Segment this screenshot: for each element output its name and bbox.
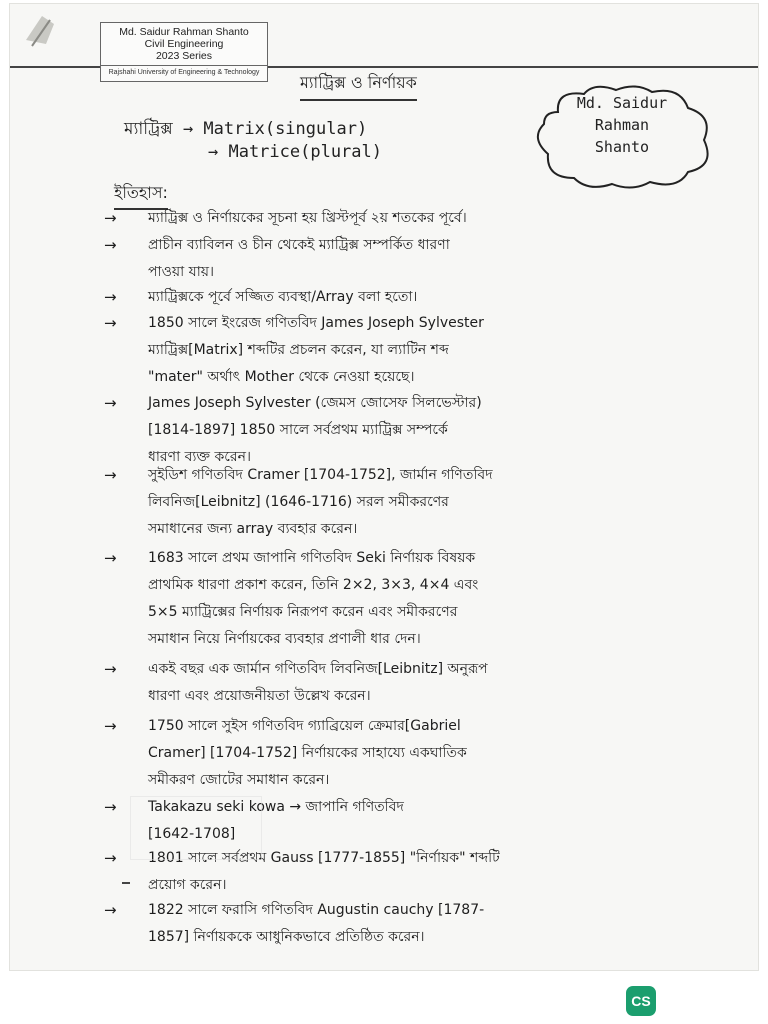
stamp-university: Rajshahi University of Engineering & Technology bbox=[101, 65, 267, 79]
stamp-series: 2023 Series bbox=[155, 50, 213, 62]
arrow-icon: → bbox=[104, 314, 117, 332]
history-item-line: ম্যাট্রিক্স ও নির্ণায়কের সূচনা হয় খ্রিস্টপূর্ব ২য় শতকের পূর্বে। bbox=[148, 210, 467, 226]
signature-line-3: Shanto bbox=[594, 138, 650, 156]
arrow-icon: → bbox=[104, 717, 117, 735]
history-item-line: 1822 সালে ফরাসি গণিতবিদ Augustin cauchy [1787- bbox=[148, 902, 485, 918]
arrow-icon: → bbox=[104, 209, 117, 227]
signature-line-1: Md. Saidur bbox=[576, 94, 668, 112]
history-item bbox=[104, 656, 740, 710]
history-item-line: Cramer] [1704-1752] নির্ণায়কের সাহায্যে একঘাতিক bbox=[148, 745, 467, 761]
history-item-line: সমাধান নিয়ে নির্ণায়কের ব্যবহার প্রণালী ধার দেন। bbox=[148, 631, 421, 647]
history-heading: ইতিহাস: bbox=[114, 180, 168, 210]
history-item bbox=[104, 462, 740, 543]
history-item bbox=[104, 390, 740, 471]
arrow-icon: → bbox=[104, 798, 117, 816]
history-item-line: লিবনিজ[Leibnitz] (1646-1716) সরল সমীকরণের bbox=[148, 494, 449, 510]
arrow-icon: → bbox=[104, 549, 117, 567]
history-item-line: James Joseph Sylvester (জেমস জোসেফ সিলভেস্টার) bbox=[148, 395, 482, 411]
history-item bbox=[104, 545, 740, 653]
history-item-line: ধারণা ব্যক্ত করেন। bbox=[148, 449, 251, 465]
history-item bbox=[104, 897, 740, 951]
history-item-line: প্রয়োগ করেন। bbox=[148, 877, 227, 893]
history-item bbox=[104, 713, 740, 794]
history-item-line: প্রাথমিক ধারণা প্রকাশ করেন, তিনি 2×2, 3×3, 4×4 এবং bbox=[148, 577, 479, 593]
arrow-icon: → bbox=[104, 288, 117, 306]
history-item-line: ধারণা এবং প্রয়োজনীয়তা উল্লেখ করেন। bbox=[148, 688, 371, 704]
history-item-line: 1750 সালে সুইস গণিতবিদ গ্যাব্রিয়েল ক্রেমার[Gabriel bbox=[148, 718, 461, 734]
history-item-line: 1857] নির্ণায়ককে আধুনিকভাবে প্রতিষ্ঠিত করেন। bbox=[148, 929, 425, 945]
margin-dash bbox=[122, 882, 130, 884]
history-item-line: [1814-1897] 1850 সালে সর্বপ্রথম ম্যাট্রিক্স সম্পর্কে bbox=[148, 422, 448, 438]
history-item-line: প্রাচীন ব্যাবিলন ও চীন থেকেই ম্যাট্রিক্স সম্পর্কিত ধারণা bbox=[148, 237, 450, 253]
signature bbox=[528, 92, 716, 158]
history-item-line: "mater" অর্থাৎ Mother থেকে নেওয়া হয়েছে। bbox=[148, 369, 415, 385]
history-item bbox=[104, 205, 740, 232]
definition-plural: → Matrice(plural) bbox=[208, 142, 382, 162]
history-item-line: 5×5 ম্যাট্রিক্সের নির্ণায়ক নিরূপণ করেন এবং সমীকরণের bbox=[148, 604, 458, 620]
stamp-department: Civil Engineering bbox=[144, 38, 224, 50]
arrow-icon: → bbox=[104, 849, 117, 867]
arrow-icon: → bbox=[104, 236, 117, 254]
history-item-line: 1801 সালে সর্বপ্রথম Gauss [1777-1855] "নির্ণায়ক" শব্দটি bbox=[148, 850, 500, 866]
history-item bbox=[104, 232, 740, 286]
name-stamp bbox=[100, 22, 268, 82]
definition-singular: ম্যাট্রিক্স → Matrix(singular) bbox=[124, 119, 368, 139]
arrow-icon: → bbox=[104, 394, 117, 412]
history-item-line: ম্যাট্রিক্স[Matrix] শব্দটির প্রচলন করেন, যা ল্যাটিন শব্দ bbox=[148, 342, 449, 358]
history-item-line: Takakazu seki kowa → জাপানি গণিতবিদ bbox=[148, 799, 404, 815]
history-item-line: একই বছর এক জার্মান গণিতবিদ লিবনিজ[Leibnitz] অনুরূপ bbox=[148, 661, 488, 677]
arrow-icon: → bbox=[104, 901, 117, 919]
history-item-line: সুইডিশ গণিতবিদ Cramer [1704-1752], জার্মান গণিতবিদ bbox=[148, 467, 493, 483]
history-item-line: পাওয়া যায়। bbox=[148, 264, 215, 280]
arrow-icon: → bbox=[104, 466, 117, 484]
history-item-line: সমাধানের জন্য array ব্যবহার করেন। bbox=[148, 521, 358, 537]
camscanner-badge: CS bbox=[626, 986, 656, 1016]
history-item-line: [1642-1708] bbox=[148, 826, 236, 842]
arrow-icon: → bbox=[104, 660, 117, 678]
history-item-line: ম্যাট্রিক্সকে পূর্বে সজ্জিত ব্যবস্থা/Array বলা হতো। bbox=[148, 289, 418, 305]
stamp-name: Md. Saidur Rahman Shanto bbox=[119, 26, 249, 38]
history-item bbox=[104, 310, 740, 391]
history-item-line: 1850 সালে ইংরেজ গণিতবিদ James Joseph Sylvester bbox=[148, 315, 484, 331]
history-item-line: 1683 সালে প্রথম জাপানি গণিতবিদ Seki নির্ণায়ক বিষয়ক bbox=[148, 550, 476, 566]
history-item bbox=[104, 284, 740, 311]
page-title: ম্যাট্রিক্স ও নির্ণায়ক bbox=[300, 70, 417, 101]
torn-corner-mark bbox=[24, 10, 84, 50]
faded-stamp-mark bbox=[130, 796, 262, 860]
history-item-line: সমীকরণ জোটের সমাধান করেন। bbox=[148, 772, 330, 788]
signature-line-2: Rahman bbox=[594, 116, 650, 134]
